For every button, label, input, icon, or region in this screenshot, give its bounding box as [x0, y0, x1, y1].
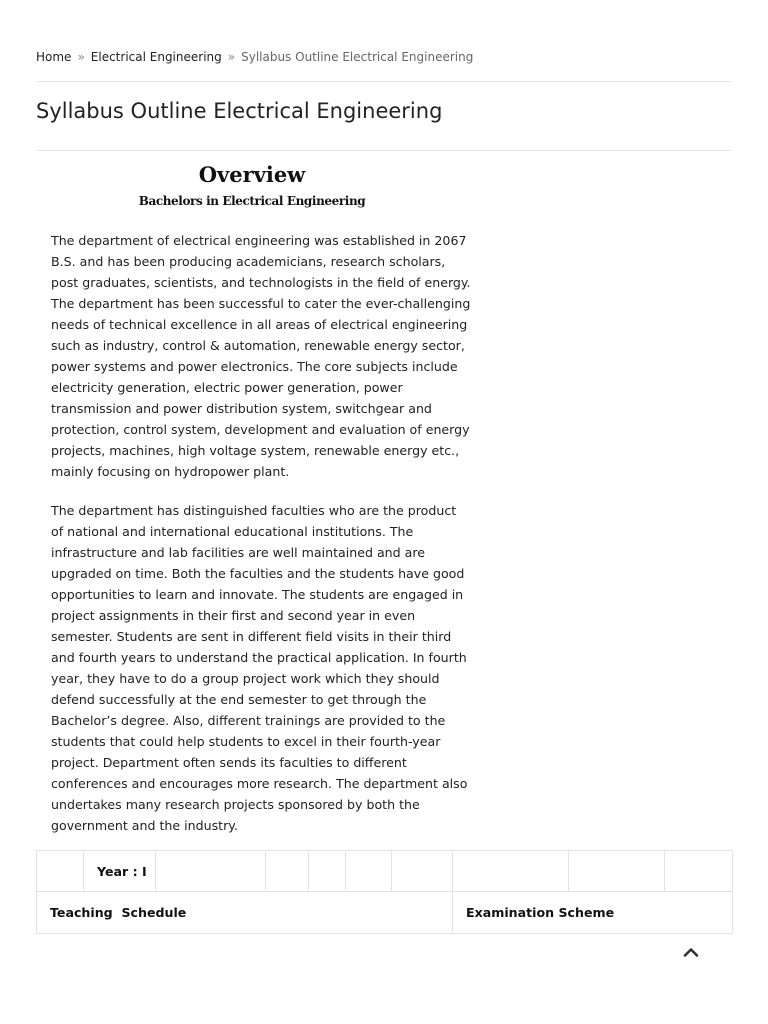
year-label: Year : I: [84, 851, 156, 892]
overview-paragraph: The department of electrical engineering was established in 2067 B.S. and has been producing academicians, research scholars, post graduates, scientists, and technologists in the field of energy. The department has been successful to cater the ever-challenging needs of technical excellence in all areas of electrical engineering such as industry, control & automation, renewable energy sector, power systems and power electronics. The core subjects include electricity generation, electric power generation, power transmission and power distribution system, switchgear and protection, control system, development and evaluation of energy projects, machines, high voltage system, renewable energy etc., mainly focusing on hydropower plant.: [51, 233, 471, 479]
table-row: [37, 892, 733, 934]
teaching-schedule-header: Teaching Schedule: [37, 892, 453, 934]
page-title: Syllabus Outline Electrical Engineering: [36, 99, 443, 123]
overview-subheading: Bachelors in Electrical Engineering: [138, 194, 366, 208]
examination-scheme-header: Examination Scheme: [453, 892, 733, 934]
overview-heading: Overview: [198, 162, 306, 187]
table-row: [37, 851, 733, 892]
chevron-up-icon: [683, 947, 699, 957]
table-cell: [569, 851, 665, 892]
scroll-to-top-button[interactable]: [678, 942, 704, 962]
breadcrumb-current: Syllabus Outline Electrical Engineering: [241, 50, 474, 64]
table-cell: [453, 851, 569, 892]
table-cell: [665, 851, 733, 892]
breadcrumb-category-link[interactable]: Electrical Engineering: [90, 50, 222, 64]
breadcrumb-separator: »: [77, 50, 85, 64]
table-cell: [37, 851, 84, 892]
table-cell: [392, 851, 453, 892]
table-cell: [266, 851, 309, 892]
table-cell: [156, 851, 266, 892]
divider: [36, 150, 732, 151]
overview-paragraph: The department has distinguished faculties who are the product of national and international educational institutions. The infrastructure and lab facilities are well maintained and are upgraded on time. Both the faculties and the students have good opportunities to learn and innovate. The students are engaged in project assignments in their first and second year in even semester. Students are sent in different field visits in their third and fourth years to understand the practical application. In fourth year, they have to do a group project work which they should defend successfully at the end semester to get through the Bachelor’s degree. Also, different trainings are provided to the students that could help students to excel in their fourth-year project. Department often sends its faculties to different conferences and encourages more research. The department also undertakes many research projects sponsored by both the government and the industry.: [51, 503, 468, 833]
divider: [36, 81, 732, 82]
table-cell: [309, 851, 346, 892]
breadcrumb-separator: »: [227, 50, 236, 64]
table-cell: [346, 851, 392, 892]
breadcrumb-home-link[interactable]: Home: [36, 50, 72, 64]
breadcrumb: [36, 50, 473, 64]
syllabus-table: [36, 850, 733, 934]
